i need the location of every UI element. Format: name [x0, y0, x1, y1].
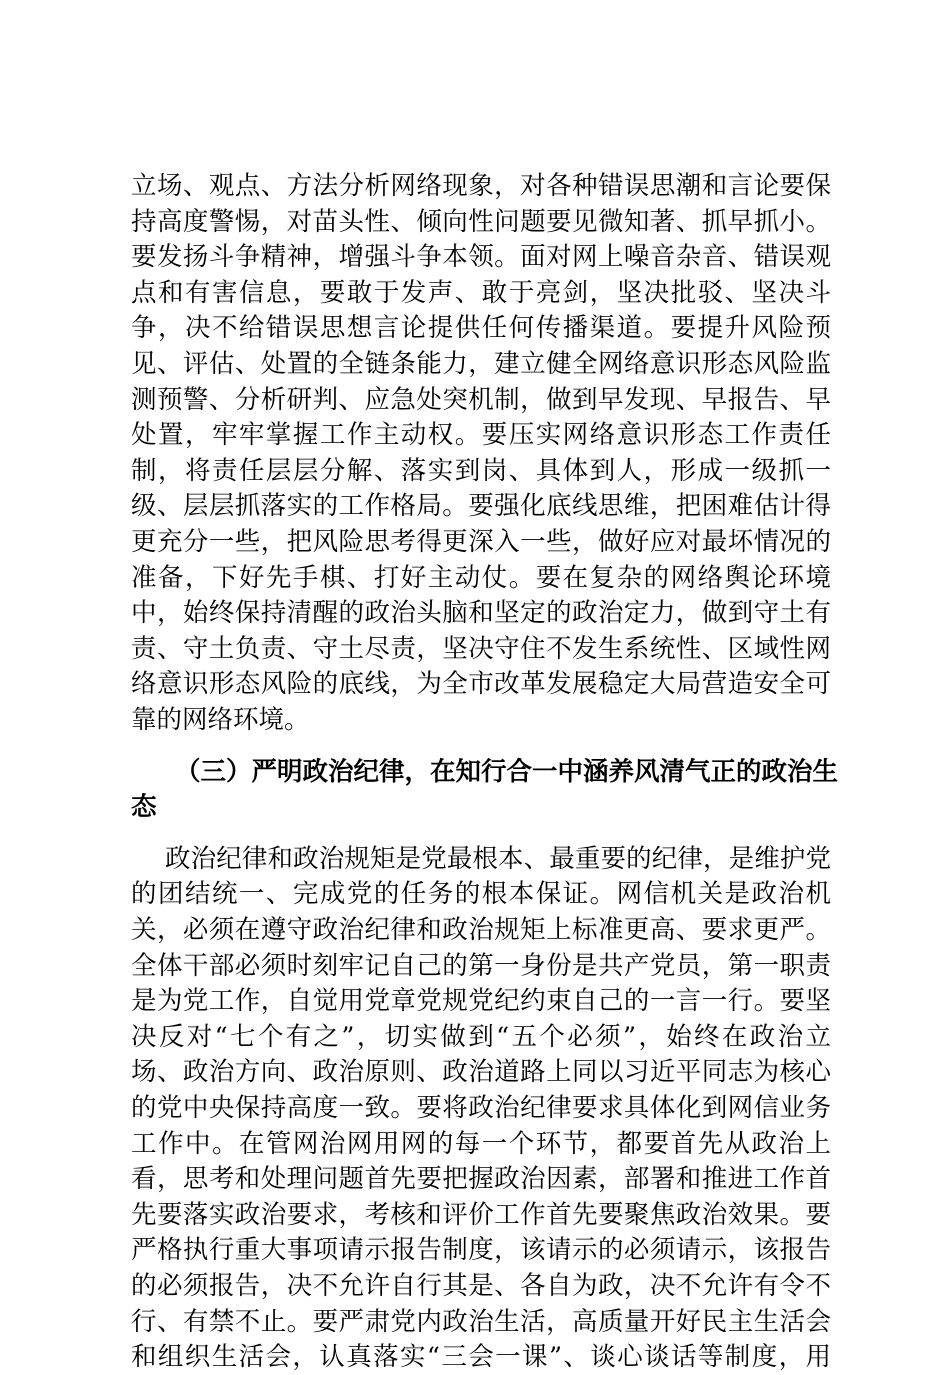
text-line: 制，将责任层层分解、落实到岗、具体到人，形成一级抓一	[131, 456, 831, 486]
text-line: 见、评估、处置的全链条能力，建立健全网络意识形态风险监	[131, 349, 831, 379]
text-line: 严格执行重大事项请示报告制度，该请示的必须请示，该报告	[131, 1235, 831, 1265]
text-line: 的党中央保持高度一致。要将政治纪律要求具体化到网信业务	[131, 1093, 831, 1123]
text-line: 络意识形态风险的底线，为全市改革发展稳定大局营造安全可	[131, 669, 831, 699]
heading-line: 态	[131, 792, 157, 822]
text-line: 看，思考和处理问题首先要把握政治因素，部署和推进工作首	[131, 1164, 831, 1194]
text-line: 争，决不给错误思想言论提供任何传播渠道。要提升风险预	[131, 313, 831, 343]
text-line: 关，必须在遵守政治纪律和政治规矩上标准更高、要求更严。	[131, 915, 831, 945]
text-line: 是为党工作，自觉用党章党规党纪约束自己的一言一行。要坚	[131, 986, 831, 1016]
heading-line: （三）严明政治纪律，在知行合一中涵养风清气正的政治生	[175, 757, 839, 787]
text-line: 的团结统一、完成党的任务的根本保证。网信机关是政治机	[131, 879, 831, 909]
text-line: 先要落实政治要求，考核和评价工作首先要聚焦政治效果。要	[131, 1200, 831, 1230]
text-line: 中，始终保持清醒的政治头脑和坚定的政治定力，做到守土有	[131, 598, 831, 628]
text-line: 准备，下好先手棋、打好主动仗。要在复杂的网络舆论环境	[131, 563, 831, 593]
text-line: 要发扬斗争精神，增强斗争本领。面对网上噪音杂音、错误观	[131, 242, 831, 272]
text-line: 靠的网络环境。	[131, 705, 310, 735]
text-line: 决反对“七个有之”，切实做到“五个必须”，始终在政治立	[131, 1022, 831, 1052]
text-line: 和组织生活会，认真落实“三会一课”、谈心谈话等制度，用	[131, 1342, 831, 1372]
text-line: 政治纪律和政治规矩是党最根本、最重要的纪律，是维护党	[165, 844, 831, 874]
text-line: 处置，牢牢掌握工作主动权。要压实网络意识形态工作责任	[131, 420, 831, 450]
text-line: 全体干部必须时刻牢记自己的第一身份是共产党员，第一职责	[131, 951, 831, 981]
text-line: 的必须报告，决不允许自行其是、各自为政，决不允许有令不	[131, 1271, 831, 1301]
text-line: 持高度警惕，对苗头性、倾向性问题要见微知著、抓早抓小。	[131, 207, 831, 237]
text-line: 工作中。在管网治网用网的每一个环节，都要首先从政治上	[131, 1129, 831, 1159]
text-line: 测预警、分析研判、应急处突机制，做到早发现、早报告、早	[131, 385, 831, 415]
text-line: 行、有禁不止。要严肃党内政治生活，高质量开好民主生活会	[131, 1307, 831, 1337]
text-line: 责、守土负责、守土尽责，坚决守住不发生系统性、区域性网	[131, 634, 831, 664]
text-line: 级、层层抓落实的工作格局。要强化底线思维，把困难估计得	[131, 491, 831, 521]
text-line: 立场、观点、方法分析网络现象，对各种错误思潮和言论要保	[131, 171, 831, 201]
text-line: 场、政治方向、政治原则、政治道路上同以习近平同志为核心	[131, 1057, 831, 1087]
text-line: 点和有害信息，要敢于发声、敢于亮剑，坚决批驳、坚决斗	[131, 278, 831, 308]
text-line: 更充分一些，把风险思考得更深入一些，做好应对最坏情况的	[131, 527, 831, 557]
